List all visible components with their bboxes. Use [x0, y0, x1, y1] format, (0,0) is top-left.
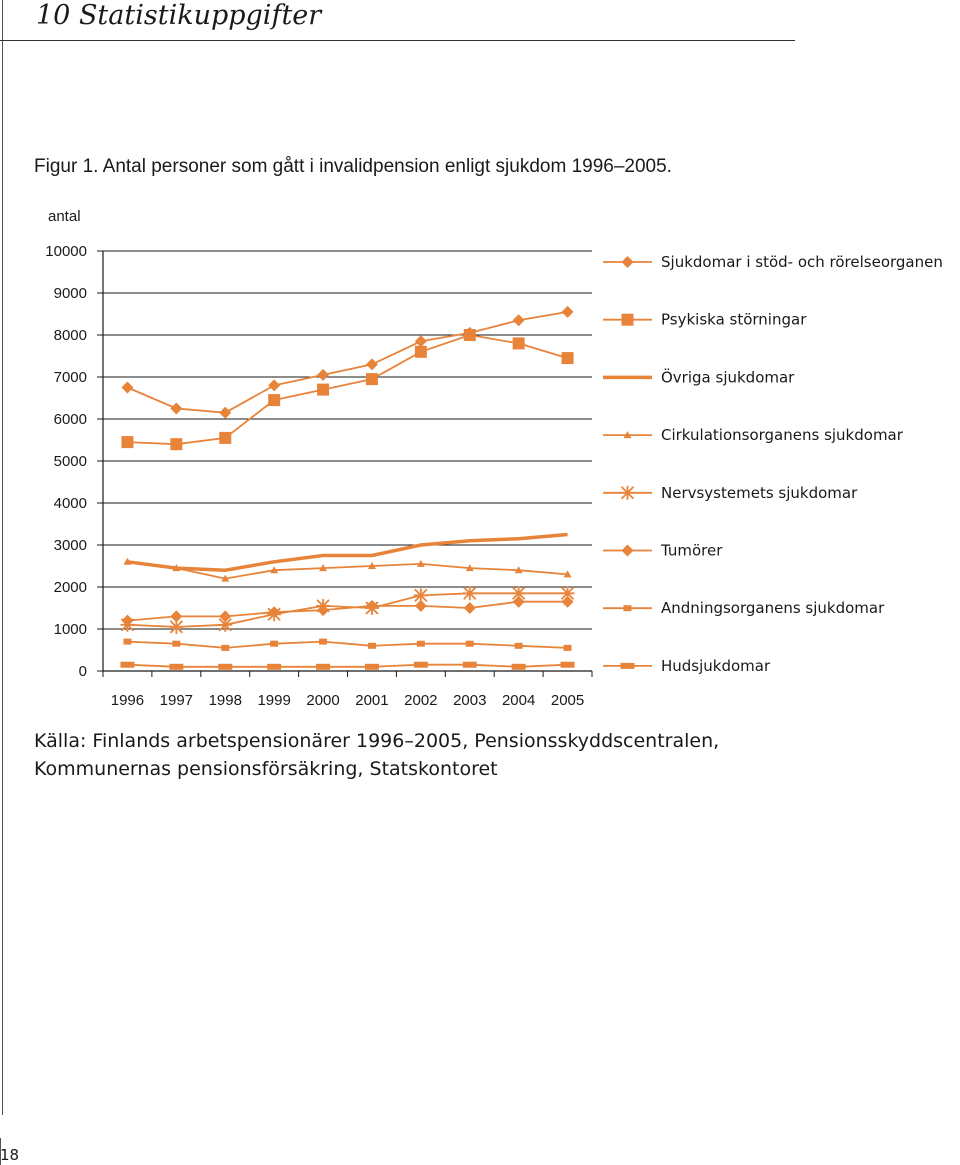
data-point-s7-2002: [417, 641, 425, 647]
data-point-s1-1997: [170, 403, 182, 415]
x-tick-label: 2005: [550, 692, 585, 709]
data-point-s7-1997: [172, 641, 180, 647]
y-tick-label: 6000: [53, 411, 87, 428]
data-point-s8-1999: [267, 664, 281, 670]
legend-marker-7: [624, 605, 632, 611]
series-line-1: [127, 312, 567, 413]
data-point-s8-1998: [218, 664, 232, 670]
data-point-s2-2000: [317, 384, 329, 396]
y-tick-label: 3000: [53, 537, 87, 554]
data-point-s2-2005: [562, 352, 574, 364]
data-point-s8-2000: [316, 664, 330, 670]
legend-label-5: Nervsystemets sjukdomar: [661, 483, 858, 502]
data-point-s7-1996: [123, 639, 131, 645]
data-point-s2-2003: [464, 329, 476, 341]
x-tick-label: 1998: [208, 692, 242, 709]
data-point-s1-2000: [317, 369, 329, 381]
legend-marker-1: [622, 256, 634, 268]
data-point-s7-1999: [270, 641, 278, 647]
source-note: Källa: Finlands arbetspensionärer 1996–2005, Pensionsskyddscentralen, Kommunernas pensionsförsäkring, Statskontoret: [34, 730, 720, 780]
data-point-s2-1996: [121, 436, 133, 448]
y-tick-label: 4000: [53, 495, 87, 512]
series-line-6: [127, 602, 567, 621]
legend-label-4: Cirkulationsorganens sjukdomar: [661, 426, 903, 445]
y-axis-label: antal: [48, 208, 81, 225]
x-tick-label: 1999: [257, 692, 291, 709]
data-point-s2-2004: [513, 337, 525, 349]
data-point-s1-2001: [366, 358, 378, 370]
data-point-s2-1999: [268, 394, 280, 406]
page-number: 18: [0, 1146, 20, 1164]
chapter-title: 10 Statistikuppgifter: [36, 0, 322, 31]
data-point-s7-2005: [564, 645, 572, 651]
data-point-s2-1998: [219, 432, 231, 444]
y-tick-label: 9000: [53, 285, 87, 302]
data-point-s7-1998: [221, 645, 229, 651]
data-point-s8-1996: [120, 662, 134, 668]
legend-marker-6: [622, 545, 634, 557]
data-point-s2-2002: [415, 346, 427, 358]
data-point-s7-2001: [368, 643, 376, 649]
data-point-s2-1997: [170, 438, 182, 450]
legend-label-2: Psykiska störningar: [661, 310, 807, 329]
series-line-7: [127, 642, 567, 648]
series-line-5: [127, 593, 567, 627]
y-tick-label: 1000: [53, 621, 87, 638]
figure-caption: Figur 1. Antal personer som gått i invalidpension enligt sjukdom 1996–2005.: [34, 156, 672, 177]
data-point-s1-2004: [513, 314, 525, 326]
data-point-s8-2001: [365, 664, 379, 670]
data-point-s6-2003: [464, 602, 476, 614]
data-point-s8-2005: [561, 662, 575, 668]
data-point-s8-2004: [512, 664, 526, 670]
y-tick-label: 0: [78, 663, 87, 680]
data-point-s2-2001: [366, 373, 378, 385]
data-point-s6-2001: [366, 600, 378, 612]
series-line-3: [127, 535, 567, 571]
legend-label-8: Hudsjukdomar: [661, 656, 771, 675]
data-point-s8-1997: [169, 664, 183, 670]
data-point-s6-1999: [268, 606, 280, 618]
series-line-2: [127, 335, 567, 444]
x-tick-label: 2001: [355, 692, 389, 709]
legend-label-3: Övriga sjukdomar: [661, 368, 795, 387]
data-point-s1-2002: [415, 335, 427, 347]
data-point-s6-2002: [415, 600, 427, 612]
x-tick-label: 1996: [110, 692, 145, 709]
x-tick-label: 2000: [306, 692, 340, 709]
legend-marker-5: [621, 486, 635, 500]
data-point-s8-2002: [414, 662, 428, 668]
legend-marker-8: [621, 663, 635, 669]
series-line-8: [127, 665, 567, 667]
y-tick-label: 5000: [53, 453, 87, 470]
data-point-s7-2000: [319, 639, 327, 645]
data-point-s7-2003: [466, 641, 474, 647]
x-tick-label: 2002: [404, 692, 438, 709]
y-tick-label: 10000: [45, 243, 87, 260]
x-tick-label: 1997: [159, 692, 194, 709]
y-tick-label: 7000: [53, 369, 87, 386]
data-point-s8-2003: [463, 662, 477, 668]
x-tick-label: 2004: [501, 692, 536, 709]
legend-label-1: Sjukdomar i stöd- och rörelseorganen: [661, 253, 943, 271]
data-point-s6-1997: [170, 610, 182, 622]
y-tick-label: 2000: [53, 579, 87, 596]
data-point-s1-1996: [121, 382, 133, 394]
legend-label-7: Andningsorganens sjukdomar: [661, 599, 885, 618]
legend-marker-2: [622, 314, 634, 326]
x-tick-label: 2003: [453, 692, 487, 709]
data-point-s1-2005: [562, 306, 574, 318]
legend-label-6: Tumörer: [661, 541, 723, 560]
data-point-s5-2003: [463, 586, 477, 600]
data-point-s1-1999: [268, 379, 280, 391]
data-point-s1-1998: [219, 407, 231, 419]
y-tick-label: 8000: [53, 327, 87, 344]
data-point-s7-2004: [515, 643, 523, 649]
